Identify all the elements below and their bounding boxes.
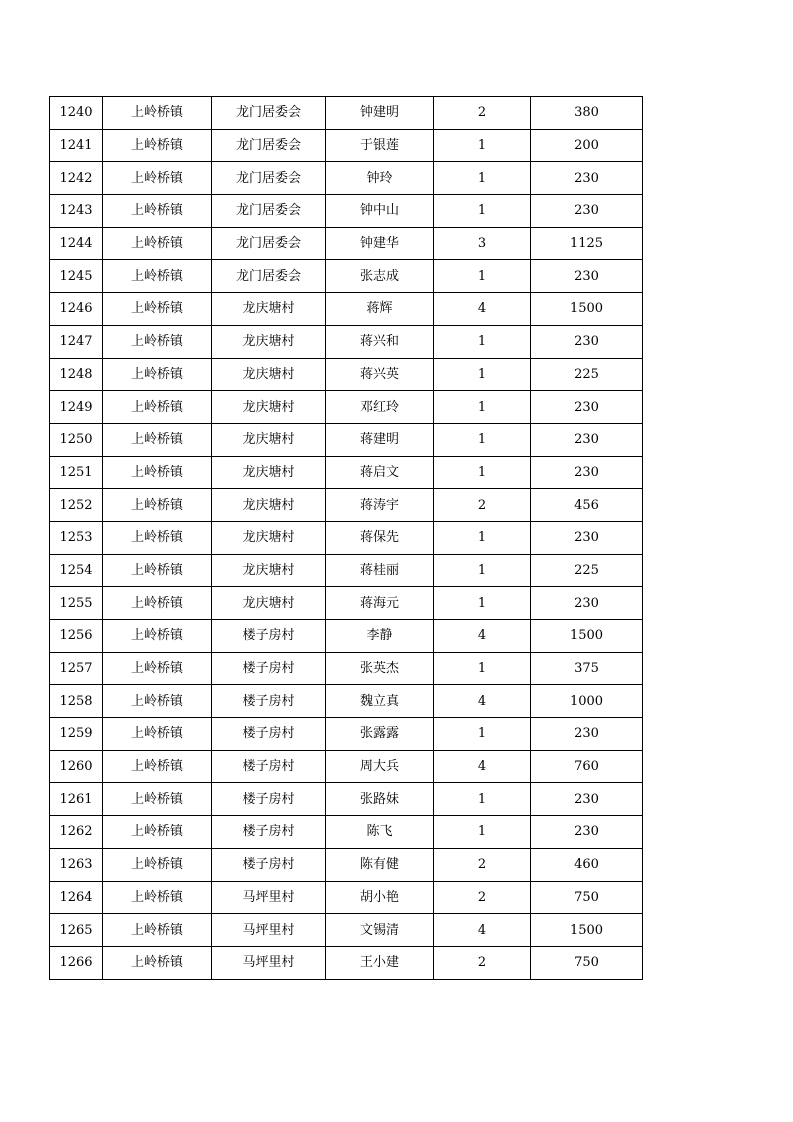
row-id-cell: 1265 [50,914,103,947]
village-cell: 楼子房村 [212,620,326,653]
count-cell: 1 [434,587,531,620]
town-cell: 上岭桥镇 [103,521,212,554]
name-cell: 蒋建明 [326,423,434,456]
row-id-cell: 1252 [50,489,103,522]
count-cell: 1 [434,358,531,391]
table-row [50,587,643,620]
town-cell: 上岭桥镇 [103,129,212,162]
town-cell: 上岭桥镇 [103,587,212,620]
village-cell: 楼子房村 [212,718,326,751]
town-cell: 上岭桥镇 [103,685,212,718]
town-cell: 上岭桥镇 [103,750,212,783]
table-row [50,652,643,685]
count-cell: 1 [434,423,531,456]
count-cell: 4 [434,293,531,326]
amount-cell: 750 [531,946,643,979]
amount-cell: 225 [531,358,643,391]
town-cell: 上岭桥镇 [103,423,212,456]
village-cell: 马坪里村 [212,946,326,979]
count-cell: 4 [434,685,531,718]
row-id-cell: 1253 [50,521,103,554]
row-id-cell: 1247 [50,325,103,358]
amount-cell: 230 [531,456,643,489]
count-cell: 4 [434,914,531,947]
count-cell: 1 [434,162,531,195]
name-cell: 蒋启文 [326,456,434,489]
table-row [50,456,643,489]
village-cell: 龙庆塘村 [212,554,326,587]
table-row [50,750,643,783]
count-cell: 1 [434,718,531,751]
count-cell: 2 [434,489,531,522]
village-cell: 龙门居委会 [212,97,326,130]
count-cell: 1 [434,652,531,685]
name-cell: 张志成 [326,260,434,293]
count-cell: 1 [434,129,531,162]
town-cell: 上岭桥镇 [103,718,212,751]
amount-cell: 230 [531,587,643,620]
village-cell: 龙庆塘村 [212,423,326,456]
name-cell: 蒋海元 [326,587,434,620]
name-cell: 蒋保先 [326,521,434,554]
village-cell: 楼子房村 [212,685,326,718]
town-cell: 上岭桥镇 [103,227,212,260]
row-id-cell: 1256 [50,620,103,653]
count-cell: 1 [434,391,531,424]
town-cell: 上岭桥镇 [103,914,212,947]
table-row [50,423,643,456]
table-row [50,685,643,718]
amount-cell: 1500 [531,914,643,947]
amount-cell: 225 [531,554,643,587]
row-id-cell: 1263 [50,848,103,881]
count-cell: 2 [434,946,531,979]
row-id-cell: 1248 [50,358,103,391]
count-cell: 1 [434,554,531,587]
village-cell: 龙门居委会 [212,227,326,260]
count-cell: 1 [434,325,531,358]
name-cell: 蒋桂丽 [326,554,434,587]
village-cell: 楼子房村 [212,783,326,816]
row-id-cell: 1258 [50,685,103,718]
town-cell: 上岭桥镇 [103,195,212,228]
village-cell: 龙庆塘村 [212,456,326,489]
row-id-cell: 1254 [50,554,103,587]
amount-cell: 1500 [531,293,643,326]
row-id-cell: 1244 [50,227,103,260]
table-row [50,521,643,554]
count-cell: 1 [434,260,531,293]
amount-cell: 230 [531,423,643,456]
amount-cell: 230 [531,718,643,751]
row-id-cell: 1246 [50,293,103,326]
amount-cell: 230 [531,162,643,195]
count-cell: 1 [434,521,531,554]
name-cell: 张路妹 [326,783,434,816]
table-row [50,325,643,358]
town-cell: 上岭桥镇 [103,881,212,914]
amount-cell: 1125 [531,227,643,260]
village-cell: 龙门居委会 [212,129,326,162]
name-cell: 陈飞 [326,816,434,849]
town-cell: 上岭桥镇 [103,816,212,849]
village-cell: 马坪里村 [212,881,326,914]
row-id-cell: 1250 [50,423,103,456]
count-cell: 2 [434,848,531,881]
name-cell: 蒋兴和 [326,325,434,358]
amount-cell: 1000 [531,685,643,718]
table-row [50,129,643,162]
row-id-cell: 1241 [50,129,103,162]
village-cell: 楼子房村 [212,750,326,783]
village-cell: 楼子房村 [212,652,326,685]
amount-cell: 230 [531,195,643,228]
village-cell: 龙庆塘村 [212,587,326,620]
town-cell: 上岭桥镇 [103,162,212,195]
name-cell: 文锡清 [326,914,434,947]
table-row [50,227,643,260]
table-row [50,881,643,914]
table-row [50,391,643,424]
row-id-cell: 1242 [50,162,103,195]
name-cell: 于银莲 [326,129,434,162]
amount-cell: 230 [531,391,643,424]
town-cell: 上岭桥镇 [103,848,212,881]
town-cell: 上岭桥镇 [103,783,212,816]
town-cell: 上岭桥镇 [103,554,212,587]
amount-cell: 1500 [531,620,643,653]
town-cell: 上岭桥镇 [103,260,212,293]
table-row [50,620,643,653]
amount-cell: 375 [531,652,643,685]
town-cell: 上岭桥镇 [103,358,212,391]
row-id-cell: 1249 [50,391,103,424]
count-cell: 2 [434,97,531,130]
count-cell: 1 [434,783,531,816]
amount-cell: 456 [531,489,643,522]
village-cell: 龙门居委会 [212,260,326,293]
amount-cell: 230 [531,783,643,816]
table-row [50,195,643,228]
town-cell: 上岭桥镇 [103,391,212,424]
table-row [50,848,643,881]
table-row [50,358,643,391]
count-cell: 1 [434,456,531,489]
row-id-cell: 1264 [50,881,103,914]
row-id-cell: 1245 [50,260,103,293]
name-cell: 胡小艳 [326,881,434,914]
town-cell: 上岭桥镇 [103,325,212,358]
amount-cell: 200 [531,129,643,162]
table-row [50,816,643,849]
name-cell: 蒋辉 [326,293,434,326]
village-cell: 楼子房村 [212,816,326,849]
row-id-cell: 1261 [50,783,103,816]
row-id-cell: 1260 [50,750,103,783]
count-cell: 4 [434,620,531,653]
table-row [50,946,643,979]
village-cell: 龙庆塘村 [212,391,326,424]
town-cell: 上岭桥镇 [103,652,212,685]
amount-cell: 380 [531,97,643,130]
name-cell: 钟玲 [326,162,434,195]
village-cell: 龙门居委会 [212,162,326,195]
village-cell: 龙庆塘村 [212,325,326,358]
name-cell: 蒋兴英 [326,358,434,391]
name-cell: 钟中山 [326,195,434,228]
name-cell: 张英杰 [326,652,434,685]
amount-cell: 230 [531,325,643,358]
count-cell: 1 [434,816,531,849]
count-cell: 3 [434,227,531,260]
row-id-cell: 1262 [50,816,103,849]
name-cell: 魏立真 [326,685,434,718]
row-id-cell: 1255 [50,587,103,620]
village-cell: 龙门居委会 [212,195,326,228]
town-cell: 上岭桥镇 [103,293,212,326]
name-cell: 钟建华 [326,227,434,260]
count-cell: 2 [434,881,531,914]
town-cell: 上岭桥镇 [103,97,212,130]
town-cell: 上岭桥镇 [103,456,212,489]
table-row [50,489,643,522]
row-id-cell: 1257 [50,652,103,685]
data-table [49,96,643,980]
table-row [50,783,643,816]
table-row [50,162,643,195]
row-id-cell: 1251 [50,456,103,489]
amount-cell: 750 [531,881,643,914]
row-id-cell: 1259 [50,718,103,751]
amount-cell: 760 [531,750,643,783]
row-id-cell: 1240 [50,97,103,130]
name-cell: 王小建 [326,946,434,979]
table-row [50,293,643,326]
amount-cell: 230 [531,521,643,554]
amount-cell: 230 [531,260,643,293]
table-row [50,718,643,751]
amount-cell: 460 [531,848,643,881]
village-cell: 龙庆塘村 [212,358,326,391]
table-row [50,914,643,947]
name-cell: 蒋涛宇 [326,489,434,522]
row-id-cell: 1266 [50,946,103,979]
table-body [50,97,643,980]
name-cell: 钟建明 [326,97,434,130]
village-cell: 龙庆塘村 [212,521,326,554]
name-cell: 李静 [326,620,434,653]
village-cell: 龙庆塘村 [212,489,326,522]
name-cell: 周大兵 [326,750,434,783]
town-cell: 上岭桥镇 [103,946,212,979]
village-cell: 楼子房村 [212,848,326,881]
name-cell: 张露露 [326,718,434,751]
table-row [50,260,643,293]
table-row [50,97,643,130]
town-cell: 上岭桥镇 [103,489,212,522]
row-id-cell: 1243 [50,195,103,228]
count-cell: 4 [434,750,531,783]
table-row [50,554,643,587]
town-cell: 上岭桥镇 [103,620,212,653]
amount-cell: 230 [531,816,643,849]
count-cell: 1 [434,195,531,228]
village-cell: 马坪里村 [212,914,326,947]
village-cell: 龙庆塘村 [212,293,326,326]
name-cell: 邓红玲 [326,391,434,424]
name-cell: 陈有健 [326,848,434,881]
